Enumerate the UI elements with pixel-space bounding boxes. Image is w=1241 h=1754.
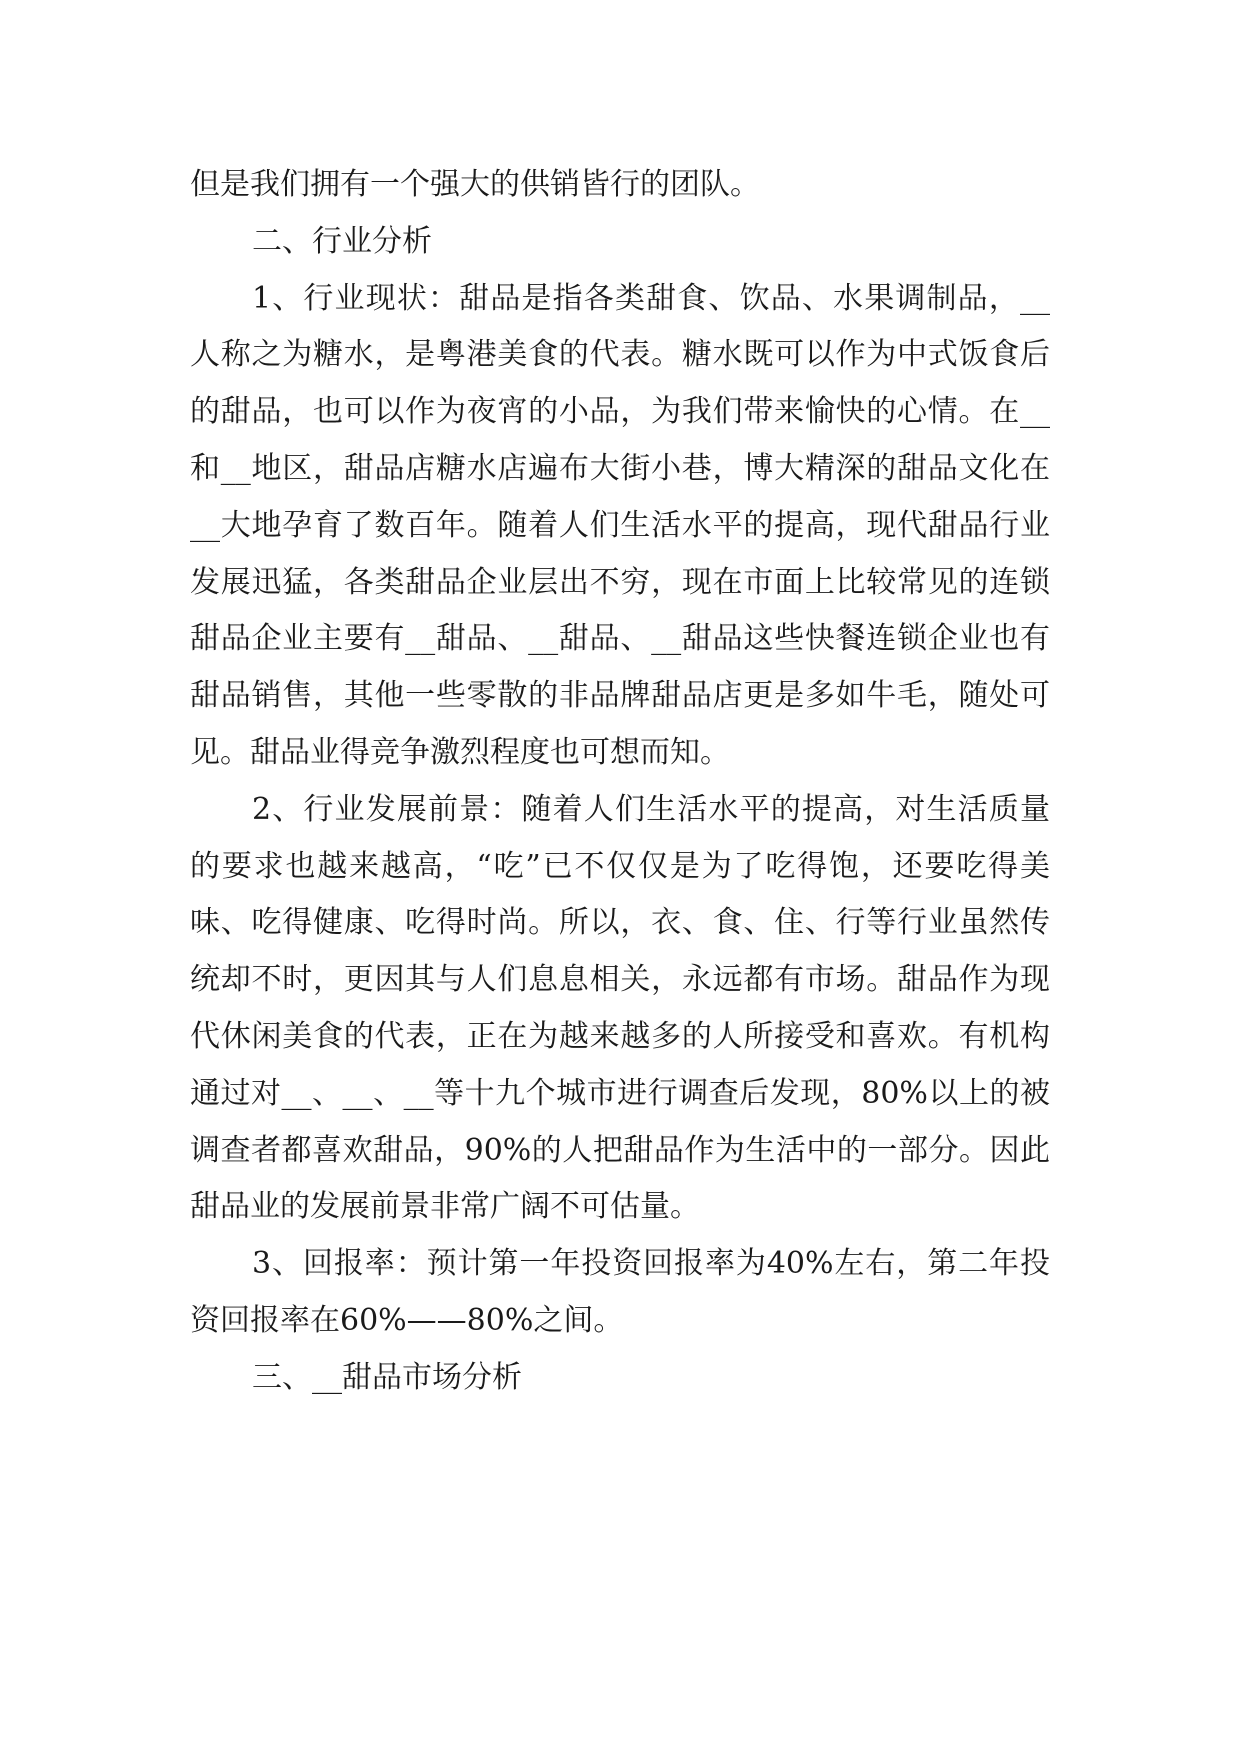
- section-heading-industry-analysis: 二、行业分析: [252, 223, 432, 259]
- paragraph-industry-status: 1、行业现状：甜品是指各类甜食、饮品、水果调制品，__人称之为糖水，是粤港美食的代表。糖水既可以作为中式饭食后的甜品，也可以作为夜宵的小品，为我们带来愉快的心情。在__和__地区，甜品店糖水店遍布大街小巷，博大精深的甜品文化在__大地孕育了数百年。随着人们生活水平的提高，现代甜品行业发展迅猛，各类甜品企业层出不穷，现在市面上比较常见的连锁甜品企业主要有__甜品、__甜品、__甜品这些快餐连锁企业也有甜品销售，其他一些零散的非品牌甜品店更是多如牛毛，随处可见。甜品业得竞争激烈程度也可想而知。: [190, 280, 1050, 770]
- document-body: [190, 157, 1050, 1407]
- paragraph-industry-prospects: 2、行业发展前景：随着人们生活水平的提高，对生活质量的要求也越来越高，“吃”已不仅仅是为了吃得饱，还要吃得美味、吃得健康、吃得时尚。所以，衣、食、住、行等行业虽然传统却不时，更因其与人们息息相关，永远都有市场。甜品作为现代休闲美食的代表，正在为越来越多的人所接受和喜欢。有机构通过对__、__、__等十九个城市进行调查后发现，80%以上的被调查者都喜欢甜品，90%的人把甜品作为生活中的一部分。因此甜品业的发展前景非常广阔不可估量。: [190, 791, 1050, 1225]
- section-heading-market-analysis: 三、__甜品市场分析: [252, 1359, 522, 1395]
- paragraph-closing-sentence: 但是我们拥有一个强大的供销皆行的团队。: [190, 167, 760, 202]
- paragraph-return-rate: 3、回报率：预计第一年投资回报率为40%左右，第二年投资回报率在60%——80%之间。: [190, 1246, 1050, 1338]
